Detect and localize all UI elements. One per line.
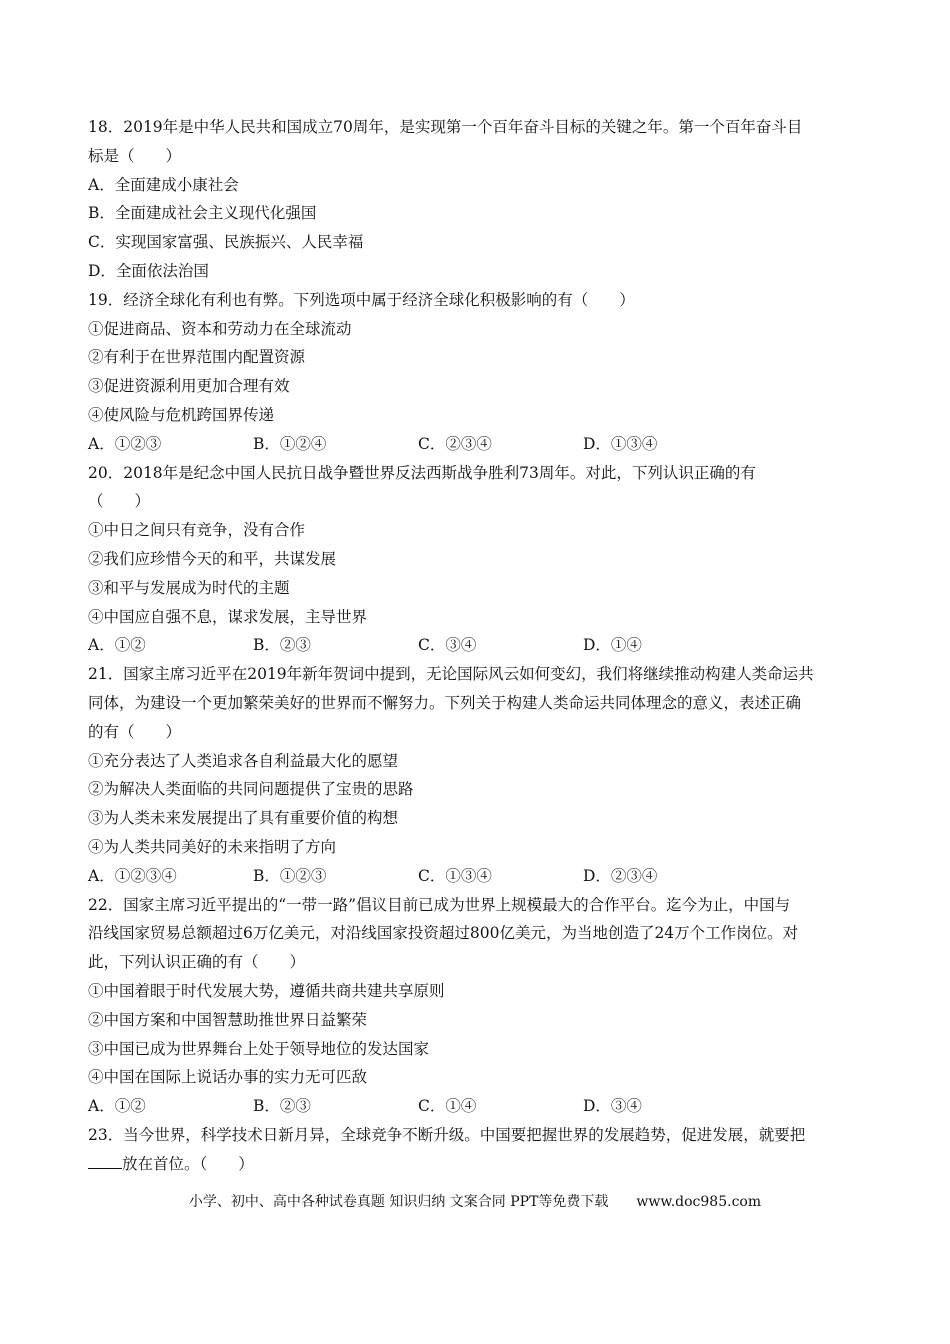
question-stem: 标是（ ） [88,146,182,165]
option-d: D．②③④ [583,866,658,885]
option-b: B．①②④ [253,434,327,453]
question-stem: 沿线国家贸易总额超过6万亿美元，对沿线国家投资超过800亿美元，为当地创造了24万个工作岗位。对 [88,924,799,943]
statement-3: ③和平与发展成为时代的主题 [88,578,290,597]
question-20 [88,459,878,661]
statement-1: ①充分表达了人类追求各自利益最大化的愿望 [88,751,399,770]
question-stem: 此，下列认识正确的有（ ） [88,953,306,972]
footer-site-link[interactable]: www.doc985.com [636,1194,762,1210]
option-c: C．实现国家富强、民族振兴、人民幸福 [88,233,364,252]
option-row [88,1092,878,1121]
option-a: A．①② [88,1097,146,1116]
page-footer [0,1190,950,1214]
option-d: D．①③④ [583,434,658,453]
question-stem-with-blank [88,1150,878,1179]
statement-2: ②中国方案和中国智慧助推世界日益繁荣 [88,1010,368,1029]
question-stem: 21．国家主席习近平在2019年新年贺词中提到，无论国际风云如何变幻，我们将继续推动构建人类命运共 [88,665,814,684]
option-row [88,430,878,459]
question-stem: 20．2018年是纪念中国人民抗日战争暨世界反法西斯战争胜利73周年。对此，下列认识正确的有 [88,463,756,482]
question-stem: 18．2019年是中华人民共和国成立70周年，是实现第一个百年奋斗目标的关键之年。第一个百年奋斗目 [88,118,803,136]
option-row [88,631,878,660]
option-b: B．全面建成社会主义现代化强国 [88,204,317,223]
question-stem: 的有（ ） [88,722,182,741]
statement-2: ②有利于在世界范围内配置资源 [88,348,306,367]
option-a: A．全面建成小康社会 [88,175,239,194]
fill-blank [88,1152,122,1169]
option-a: A．①②③④ [88,866,177,885]
option-d: D．全面依法治国 [88,261,209,280]
option-b: B．①②③ [253,866,327,885]
statement-4: ④为人类共同美好的未来指明了方向 [88,837,337,856]
statement-3: ③为人类未来发展提出了具有重要价值的构想 [88,809,399,828]
option-b: B．②③ [253,1097,311,1116]
statement-1: ①中国着眼于时代发展大势，遵循共商共建共享原则 [88,981,445,1000]
option-c: C．②③④ [418,434,492,453]
statement-4: ④使风险与危机跨国界传递 [88,405,275,424]
statement-1: ①促进商品、资本和劳动力在全球流动 [88,319,352,338]
question-stem: 19．经济全球化有利也有弊。下列选项中属于经济全球化积极影响的有（ ） [88,290,635,309]
statement-4: ④中国在国际上说话办事的实力无可匹敌 [88,1068,368,1087]
footer-text: 小学、初中、高中各种试卷真题 知识归纳 文案合同 PPT等免费下载 [188,1194,609,1210]
option-a: A．①② [88,636,146,655]
option-c: C．①③④ [418,866,492,885]
question-22 [88,891,878,1121]
question-stem: 22．国家主席习近平提出的“一带一路”倡议目前已成为世界上规模最大的合作平台。迄今为止，中国与 [88,895,791,914]
question-18 [88,113,878,286]
question-stem: （ ） [88,492,151,511]
question-21 [88,660,878,890]
question-23 [88,1121,878,1179]
statement-1: ①中日之间只有竞争，没有合作 [88,521,306,540]
option-d: D．①④ [583,636,642,655]
option-b: B．②③ [253,636,311,655]
option-d: D．③④ [583,1097,642,1116]
question-stem: 放在首位。（ ） [122,1154,254,1173]
statement-2: ②为解决人类面临的共同问题提供了宝贵的思路 [88,780,414,799]
statement-2: ②我们应珍惜今天的和平，共谋发展 [88,549,337,568]
exam-page [88,113,878,1178]
question-stem: 23．当今世界，科学技术日新月异，全球竞争不断升级。中国要把握世界的发展趋势，促进发展，就要把 [88,1125,806,1144]
option-c: C．③④ [418,636,477,655]
statement-3: ③促进资源利用更加合理有效 [88,377,290,396]
statement-4: ④中国应自强不息，谋求发展，主导世界 [88,607,368,626]
option-a: A．①②③ [88,434,162,453]
statement-3: ③中国已成为世界舞台上处于领导地位的发达国家 [88,1039,430,1058]
question-stem: 同体，为建设一个更加繁荣美好的世界而不懈努力。下列关于构建人类命运共同体理念的意义，表述正确 [88,693,802,712]
option-c: C．①④ [418,1097,477,1116]
question-19 [88,286,878,459]
option-row [88,862,878,891]
